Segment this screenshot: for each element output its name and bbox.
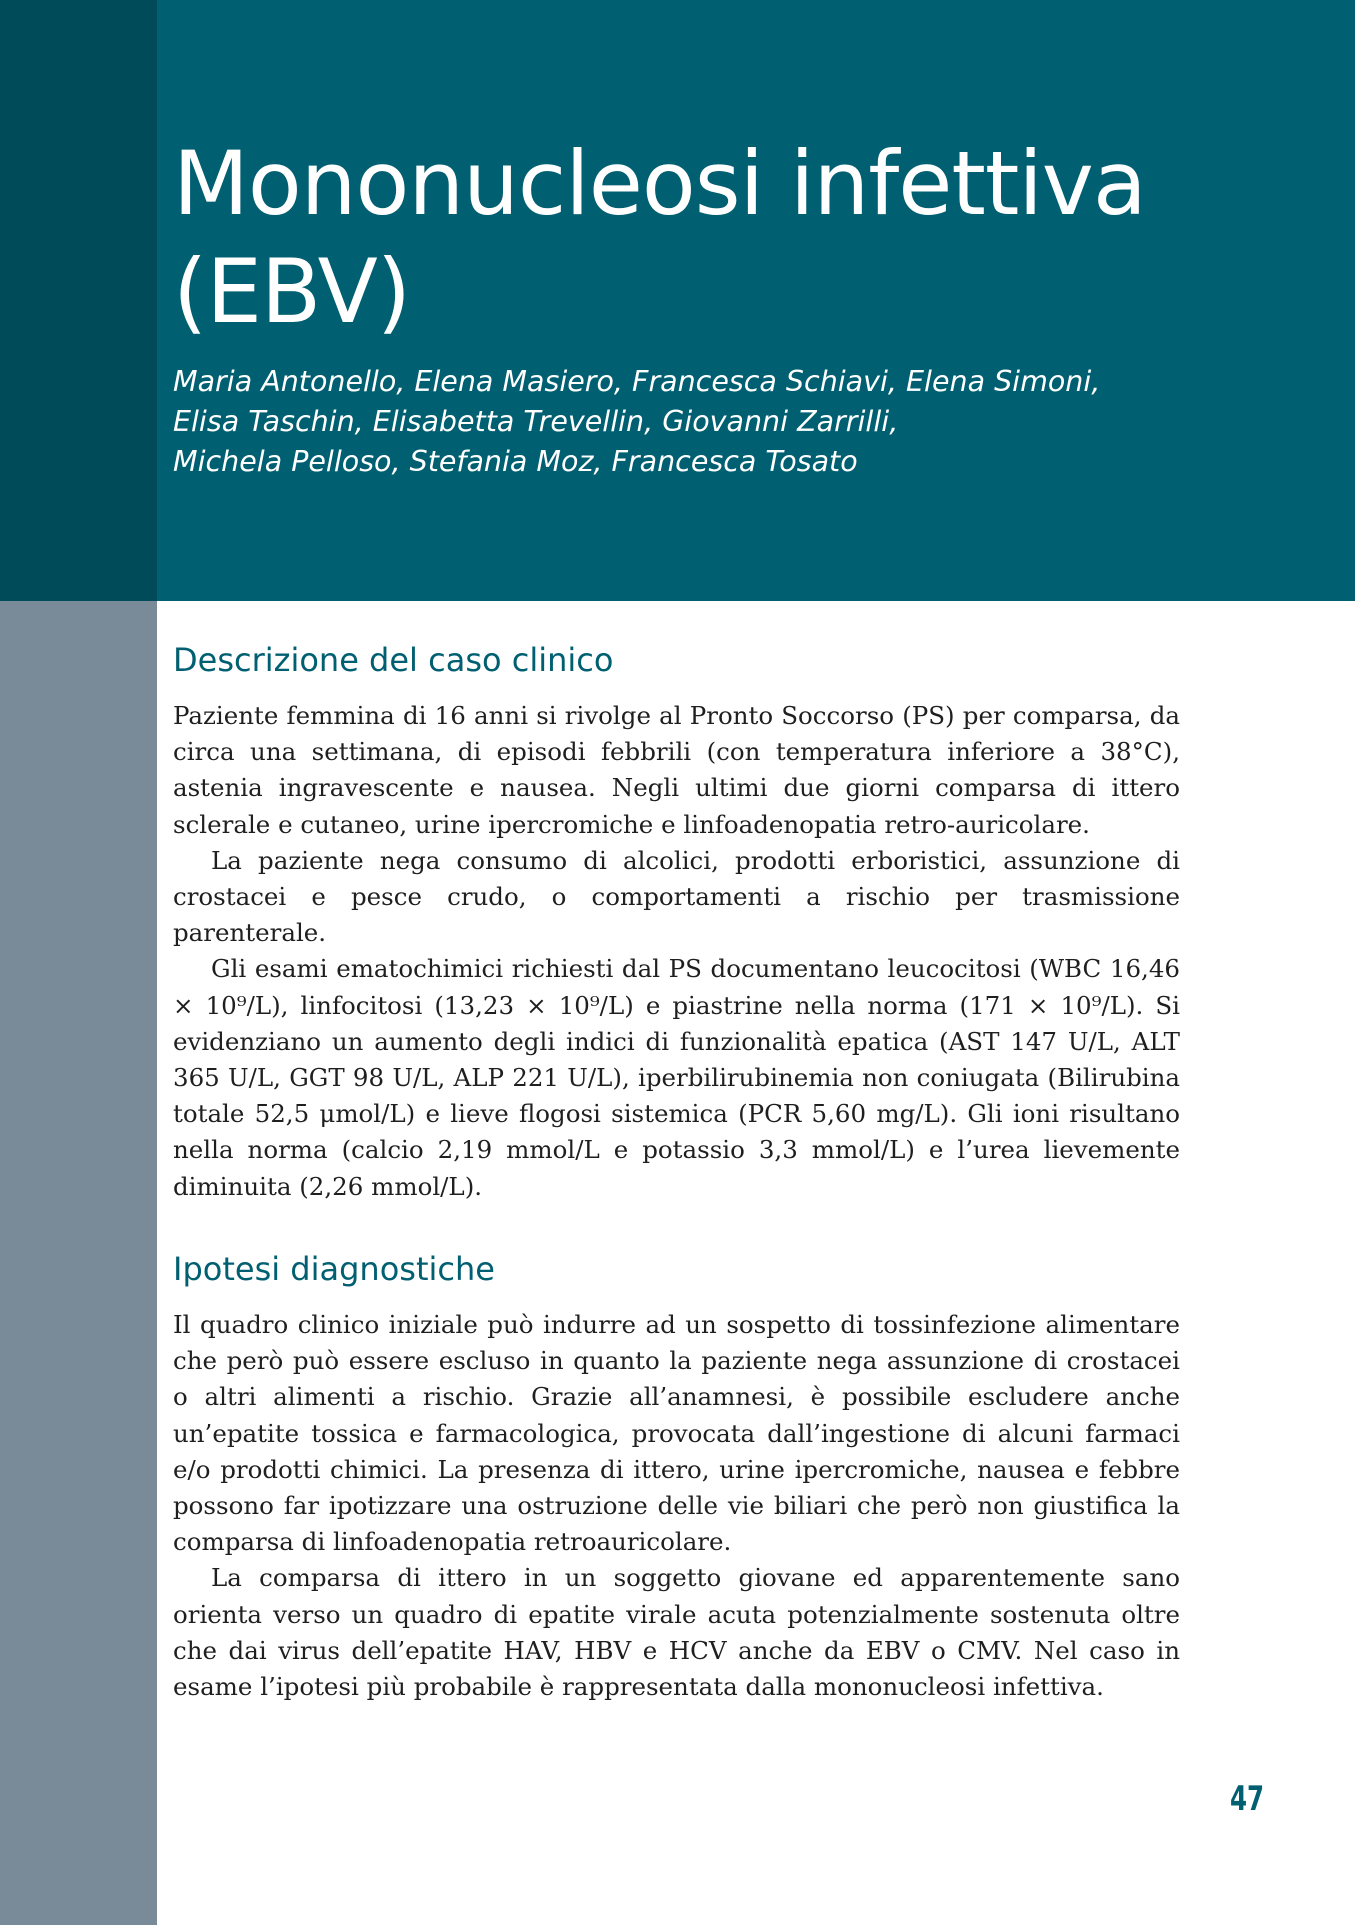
paragraph: Paziente femmina di 16 anni si rivolge al Pronto Soccorso (PS) per comparsa, da circa una settimana, di episodi febbrili (con temperatura inferiore a 38°C), astenia ingravescente e nausea. Negli ultimi due giorni comparsa di ittero sclerale e cutaneo, urine ipercromiche e linfoadenopatia retro-auricolare.: [173, 701, 1180, 839]
author-line: Elisa Taschin, Elisabetta Trevellin, Giovanni Zarrilli,: [173, 405, 899, 438]
paragraph: La comparsa di ittero in un soggetto giovane ed apparentemente sano orienta verso un quadro di epatite virale acuta potenzialmente sostenuta oltre che dai virus dell’epatite HAV, HBV e HCV anche da EBV o CMV. Nel caso in esame l’ipotesi più probabile è rappresentata dalla mononucleosi infettiva.: [173, 1563, 1180, 1702]
page-side-strip: [0, 601, 157, 1925]
chapter-title-line: (EBV): [173, 240, 411, 343]
section-heading: Ipotesi diagnostiche: [173, 1250, 495, 1288]
paragraph: Il quadro clinico iniziale può indurre ad un sospetto di tossinfezione alimentare che però può essere escluso in quanto la paziente nega assunzione di crostacei o altri alimenti a rischio. Grazie all’anamnesi, è possibile escludere anche un’epatite tossica e farmacologica, provocata dall’ingestione di alcuni farmaci e/o prodotti chimici. La presenza di ittero, urine ipercromiche, nausea e febbre possono far ipotizzare una ostruzione delle vie biliari che però non giustifica la comparsa di linfoadenopatia retroauricolare.: [173, 1310, 1180, 1557]
page-number: 47: [1230, 1779, 1265, 1819]
paragraph: Gli esami ematochimici richiesti dal PS documentano leucocitosi (WBC 16,46 × 10⁹/L), linfocitosi (13,23 × 10⁹/L) e piastrine nella norma (171 × 10⁹/L). Si evidenziano un aumento degli indici di funzionalità epatica (AST 147 U/L, ALT 365 U/L, GGT 98 U/L, ALP 221 U/L), iperbilirubinemia non coniugata (Bilirubina totale 52,5 μmol/L) e lieve flogosi sistemica (PCR 5,60 mg/L). Gli ioni risultano nella norma (calcio 2,19 mmol/L e potassio 3,3 mmol/L) e l’urea lievemente diminuita (2,26 mmol/L).: [173, 954, 1180, 1201]
author-line: Michela Pelloso, Stefania Moz, Francesca Tosato: [173, 445, 858, 478]
header-side-strip: [0, 0, 157, 601]
chapter-title: [173, 130, 1273, 346]
author-line: Maria Antonello, Elena Masiero, Francesca Schiavi, Elena Simoni,: [173, 365, 1101, 398]
chapter-title-line: Mononucleosi infettiva: [173, 132, 1146, 235]
section-case-description: [173, 640, 1180, 1205]
paragraph: La paziente nega consumo di alcolici, prodotti erboristici, assunzione di crostacei e pesce crudo, o comportamenti a rischio per trasmissione parenterale.: [173, 845, 1180, 948]
section-heading: Descrizione del caso clinico: [173, 641, 614, 679]
author-list: [173, 362, 1273, 482]
section-diagnostic-hypotheses: [173, 1249, 1180, 1705]
